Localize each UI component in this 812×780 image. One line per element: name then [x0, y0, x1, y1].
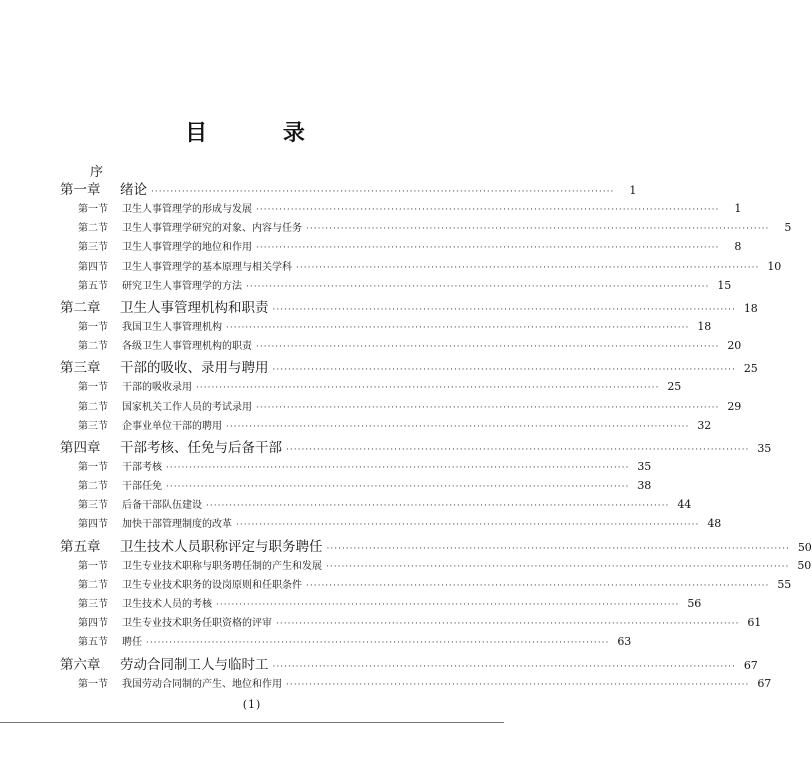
toc-entry-page: 67: [743, 658, 758, 672]
toc-section-row: [60, 337, 742, 356]
toc-entry-number: 第三节: [78, 500, 108, 512]
toc-chapter-row: [60, 535, 812, 557]
toc-entry-title: 卫生人事管理学的形成与发展: [122, 204, 252, 215]
toc-chapter-row: [60, 296, 758, 318]
toc-entry-number: 第三节: [78, 599, 108, 610]
toc-entry-page: 10: [767, 259, 782, 273]
toc-leader-dots: ························································································································: [256, 205, 720, 215]
toc-entry-page: 5: [784, 221, 792, 235]
toc-entry-title: 卫生专业技术职务任职资格的评审: [122, 618, 272, 630]
toc-entry-page: 15: [717, 278, 732, 292]
toc-leader-dots: ························································································································: [216, 600, 680, 610]
toc-entry-page: 18: [743, 301, 758, 315]
toc-entry-title: 卫生专业技术职务的设岗原则和任职条件: [122, 579, 302, 591]
toc-leader-dots: ························································································································: [326, 543, 790, 554]
toc-entry-number: 第二节: [78, 579, 108, 591]
toc-section-row: [60, 219, 792, 238]
toc-entry-title: 干部考核: [122, 461, 162, 473]
toc-leader-dots: ························································································································: [256, 402, 720, 413]
toc-leader-dots: ························································································································: [272, 304, 736, 315]
toc-entry-title: 干部的吸收录用: [122, 382, 192, 394]
toc-entry-page: 44: [677, 498, 692, 512]
toc-entry-page: 25: [743, 362, 758, 376]
toc-entry-title: 各级卫生人事管理机构的职责: [122, 341, 252, 353]
toc-entry-page: 1: [734, 202, 742, 215]
toc-leader-dots: ························································································································: [276, 619, 740, 630]
toc-chapter-row: [60, 356, 758, 378]
toc-section-row: [60, 200, 742, 219]
toc-entry-title: 卫生技术人员的考核: [122, 599, 212, 610]
toc-entry-title: 绪论: [120, 182, 147, 198]
toc-leader-dots: ························································································································: [306, 580, 770, 591]
toc-entry-number: 第二章: [60, 299, 101, 316]
toc-section-row: [60, 595, 702, 614]
toc-section-row: [60, 614, 762, 633]
toc-entry-number: 第四节: [78, 519, 108, 531]
toc-entry-number: 第五节: [78, 637, 108, 649]
toc-entry-number: 第一节: [78, 560, 108, 572]
toc-entry-title: 卫生专业技术职称与职务聘任制的产生和发展: [122, 560, 322, 572]
toc-leader-dots: ························································································································: [286, 679, 750, 690]
toc-entry-page: 50: [797, 558, 812, 572]
toc-entry-page: 18: [697, 319, 712, 333]
toc-entry-number: 第一节: [78, 204, 108, 215]
toc-entry-page: 25: [667, 380, 682, 394]
toc-entry-title: 国家机关工作人员的考试录用: [122, 401, 252, 413]
toc-entry-page: 67: [757, 676, 772, 690]
toc-entry-title: 干部任免: [122, 481, 162, 493]
toc-entry-number: 第一节: [78, 461, 108, 473]
toc-entry-number: 第二节: [78, 401, 108, 413]
toc-entry-title: 干部的吸收、录用与聘用: [120, 360, 269, 377]
toc-entry-page: 38: [637, 479, 652, 493]
toc-entry-title: 研究卫生人事管理学的方法: [122, 280, 242, 292]
toc-entry-page: 56: [687, 597, 702, 610]
toc-entry-title: 聘任: [122, 637, 142, 649]
toc-entry-page: 63: [617, 635, 632, 649]
toc-section-row: [60, 398, 742, 417]
toc-entry-page: 29: [727, 399, 742, 413]
toc-entry-page: 32: [697, 418, 712, 432]
toc-leader-dots: ························································································································: [166, 482, 630, 493]
toc-entry-title: 劳动合同制工人与临时工: [120, 656, 269, 673]
toc-entry-number: 第二节: [78, 223, 108, 235]
toc-entry-title: 加快干部管理制度的改革: [122, 519, 232, 531]
toc-entry-title: 企事业单位干部的聘用: [122, 420, 222, 432]
toc-section-row: [60, 576, 792, 595]
toc-leader-dots: ························································································································: [151, 187, 615, 197]
toc-entry-number: 第六章: [60, 656, 101, 673]
toc-entry-title: 我国劳动合同制的产生、地位和作用: [122, 678, 282, 690]
toc-entry-number: 第四节: [78, 618, 108, 630]
toc-entry-title: 后备干部队伍建设: [122, 500, 202, 512]
toc-entry-number: 第一节: [78, 382, 108, 394]
toc-leader-dots: ························································································································: [272, 365, 736, 376]
toc-section-row: [60, 458, 652, 477]
toc-entry-number: 第二节: [78, 341, 108, 353]
toc-section-row: [60, 496, 692, 515]
toc-entry-number: 第一节: [78, 678, 108, 690]
toc-entry-number: 第五章: [60, 538, 101, 555]
toc-section-row: [60, 318, 712, 337]
toc-leader-dots: ························································································································: [166, 462, 630, 473]
toc-entry-number: 第一章: [60, 182, 101, 198]
toc-entry-page: 50: [797, 540, 812, 554]
toc-entry-number: 第三章: [60, 360, 101, 377]
toc-section-row: [60, 557, 812, 576]
toc-entry-number: 第四节: [78, 261, 108, 273]
toc-leader-dots: ························································································································: [286, 444, 750, 455]
toc-leader-dots: ························································································································: [196, 383, 660, 394]
toc-chapter-row: [60, 653, 758, 675]
toc-section-row: [60, 477, 652, 496]
toc-section-row: [60, 515, 722, 534]
toc-entry-page: 8: [734, 240, 742, 254]
toc-leader-dots: ························································································································: [256, 342, 720, 353]
toc-entry-title: 卫生技术人员职称评定与职务聘任: [120, 538, 323, 555]
toc-leader-dots: ························································································································: [146, 638, 610, 649]
toc-chapter-row: [60, 178, 637, 200]
toc-leader-dots: ························································································································: [326, 561, 790, 572]
toc-section-row: [60, 675, 772, 694]
toc-section-row: [60, 258, 782, 277]
toc-entry-number: 第四章: [60, 439, 101, 456]
toc-entry-title: 卫生人事管理学的基本原理与相关学科: [122, 261, 292, 273]
toc-entry-page: 48: [707, 517, 722, 531]
toc-entry-number: 第三节: [78, 242, 108, 254]
toc-entry-title: 卫生人事管理学的地位和作用: [122, 242, 252, 254]
toc-entry-title: 干部考核、任免与后备干部: [120, 439, 282, 456]
toc-leader-dots: ························································································································: [256, 243, 720, 254]
toc-section-row: [60, 238, 742, 257]
page-number: (1): [242, 698, 262, 711]
toc-leader-dots: ························································································································: [226, 421, 690, 432]
toc-leader-dots: ························································································································: [206, 501, 670, 512]
toc-entry-title: 卫生人事管理机构和职责: [120, 299, 269, 316]
toc-leader-dots: ························································································································: [236, 520, 700, 531]
toc-entry-title: 卫生人事管理学研究的对象、内容与任务: [122, 223, 302, 235]
toc-entry-page: 35: [757, 441, 772, 455]
toc-leader-dots: ························································································································: [272, 661, 736, 672]
toc-entry-number: 第三节: [78, 420, 108, 432]
page-title: 目 录: [185, 120, 339, 146]
toc-entry-title: 我国卫生人事管理机构: [122, 321, 222, 333]
toc-leader-dots: ························································································································: [296, 262, 760, 273]
toc-entry-number: 第二节: [78, 481, 108, 493]
toc-entry-page: 35: [637, 459, 652, 473]
table-of-contents: [60, 178, 812, 694]
toc-section-row: [60, 417, 712, 436]
toc-entry-number: 第五节: [78, 280, 108, 292]
toc-section-row: [60, 277, 732, 296]
toc-leader-dots: ························································································································: [306, 224, 770, 235]
bottom-rule: [0, 722, 504, 723]
toc-section-row: [60, 378, 682, 397]
toc-entry-page: 61: [747, 616, 762, 630]
toc-section-row: [60, 633, 632, 652]
toc-leader-dots: ························································································································: [246, 281, 710, 292]
toc-chapter-row: [60, 436, 772, 458]
toc-entry-number: 第一节: [78, 321, 108, 333]
preface-entry: 序: [90, 165, 104, 180]
toc-entry-page: 1: [629, 184, 637, 197]
toc-leader-dots: ························································································································: [226, 322, 690, 333]
toc-entry-page: 20: [727, 339, 742, 353]
toc-entry-page: 55: [777, 577, 792, 591]
